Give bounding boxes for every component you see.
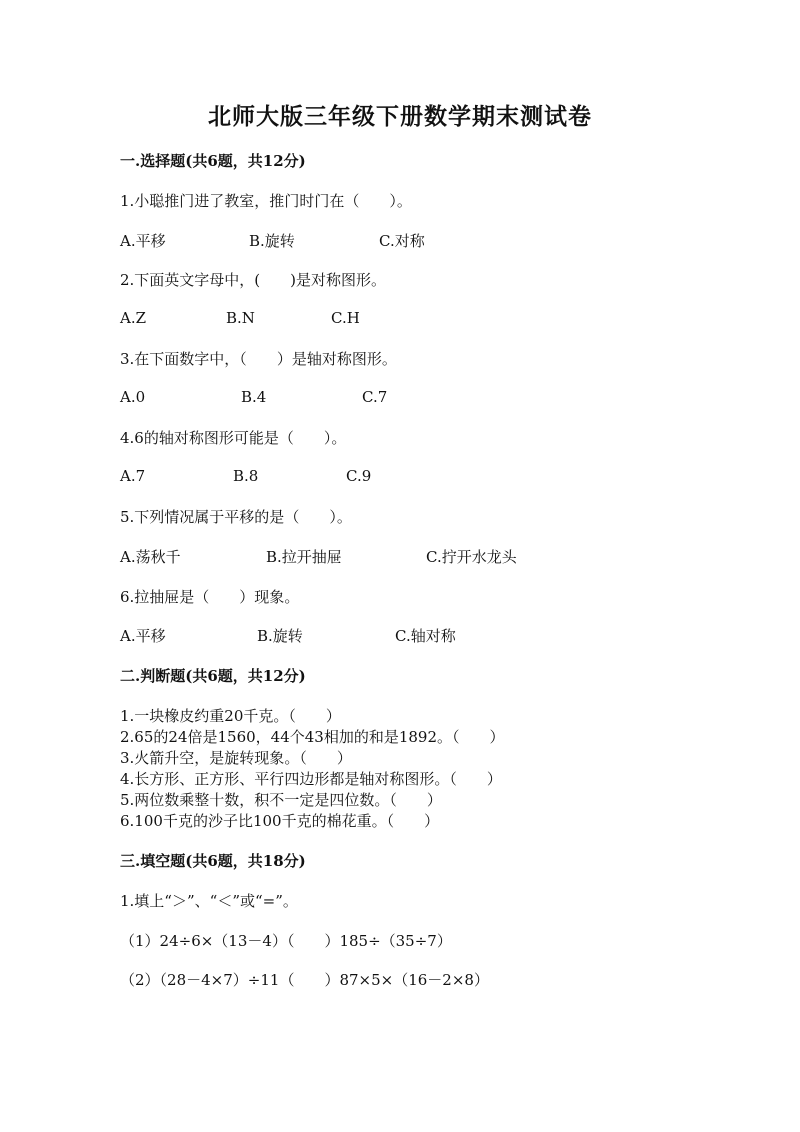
option-a: A.7 [120, 467, 146, 485]
section-heading-fill: 三.填空题(共6题，共18分) [120, 852, 306, 870]
judgement-item: 4.长方形、正方形、平行四边形都是轴对称图形。（ ） [120, 770, 502, 788]
option-b: B.拉开抽屉 [266, 548, 342, 566]
judgement-item: 3.火箭升空，是旋转现象。（ ） [120, 749, 352, 767]
option-a: A.平移 [120, 627, 166, 645]
option-c: C.对称 [379, 232, 425, 250]
question-text: 4.6的轴对称图形可能是（ ）。 [120, 429, 347, 447]
question-text: 1.填上“＞”、“＜”或“=”。 [120, 892, 298, 910]
judgement-item: 6.100千克的沙子比100千克的棉花重。（ ） [120, 812, 440, 830]
question-text: 1.小聪推门进了教室，推门时门在（ ）。 [120, 192, 412, 210]
section-heading-choice: 一.选择题(共6题，共12分) [120, 152, 306, 170]
judgement-item: 1.一块橡皮约重20千克。（ ） [120, 707, 341, 725]
judgement-item: 5.两位数乘整十数，积不一定是四位数。（ ） [120, 791, 442, 809]
option-a: A.0 [120, 388, 146, 406]
option-c: C.拧开水龙头 [426, 548, 517, 566]
question-text: 3.在下面数字中，（ ）是轴对称图形。 [120, 350, 397, 368]
option-c: C.H [331, 309, 360, 327]
question-text: 5.下列情况属于平移的是（ ）。 [120, 508, 352, 526]
option-c: C.7 [362, 388, 388, 406]
option-b: B.8 [233, 467, 259, 485]
option-a: A.Z [120, 309, 147, 327]
question-text: 2.下面英文字母中，( )是对称图形。 [120, 271, 387, 289]
fill-line: （2）（28－4×7）÷11（ ）87×5×（16－2×8） [120, 971, 489, 989]
option-c: C.轴对称 [395, 627, 456, 645]
section-heading-judgement: 二.判断题(共6题，共12分) [120, 667, 306, 685]
option-b: B.4 [241, 388, 267, 406]
option-b: B.旋转 [249, 232, 295, 250]
option-b: B.N [226, 309, 255, 327]
option-c: C.9 [346, 467, 372, 485]
option-a: A.荡秋千 [120, 548, 181, 566]
question-text: 6.拉抽屉是（ ）现象。 [120, 588, 300, 606]
judgement-item: 2.65的24倍是1560，44个43相加的和是1892。（ ） [120, 728, 505, 746]
page-title: 北师大版三年级下册数学期末测试卷 [208, 103, 592, 130]
option-a: A.平移 [120, 232, 166, 250]
fill-line: （1）24÷6×（13－4）（ ）185÷（35÷7） [120, 932, 452, 950]
option-b: B.旋转 [257, 627, 303, 645]
